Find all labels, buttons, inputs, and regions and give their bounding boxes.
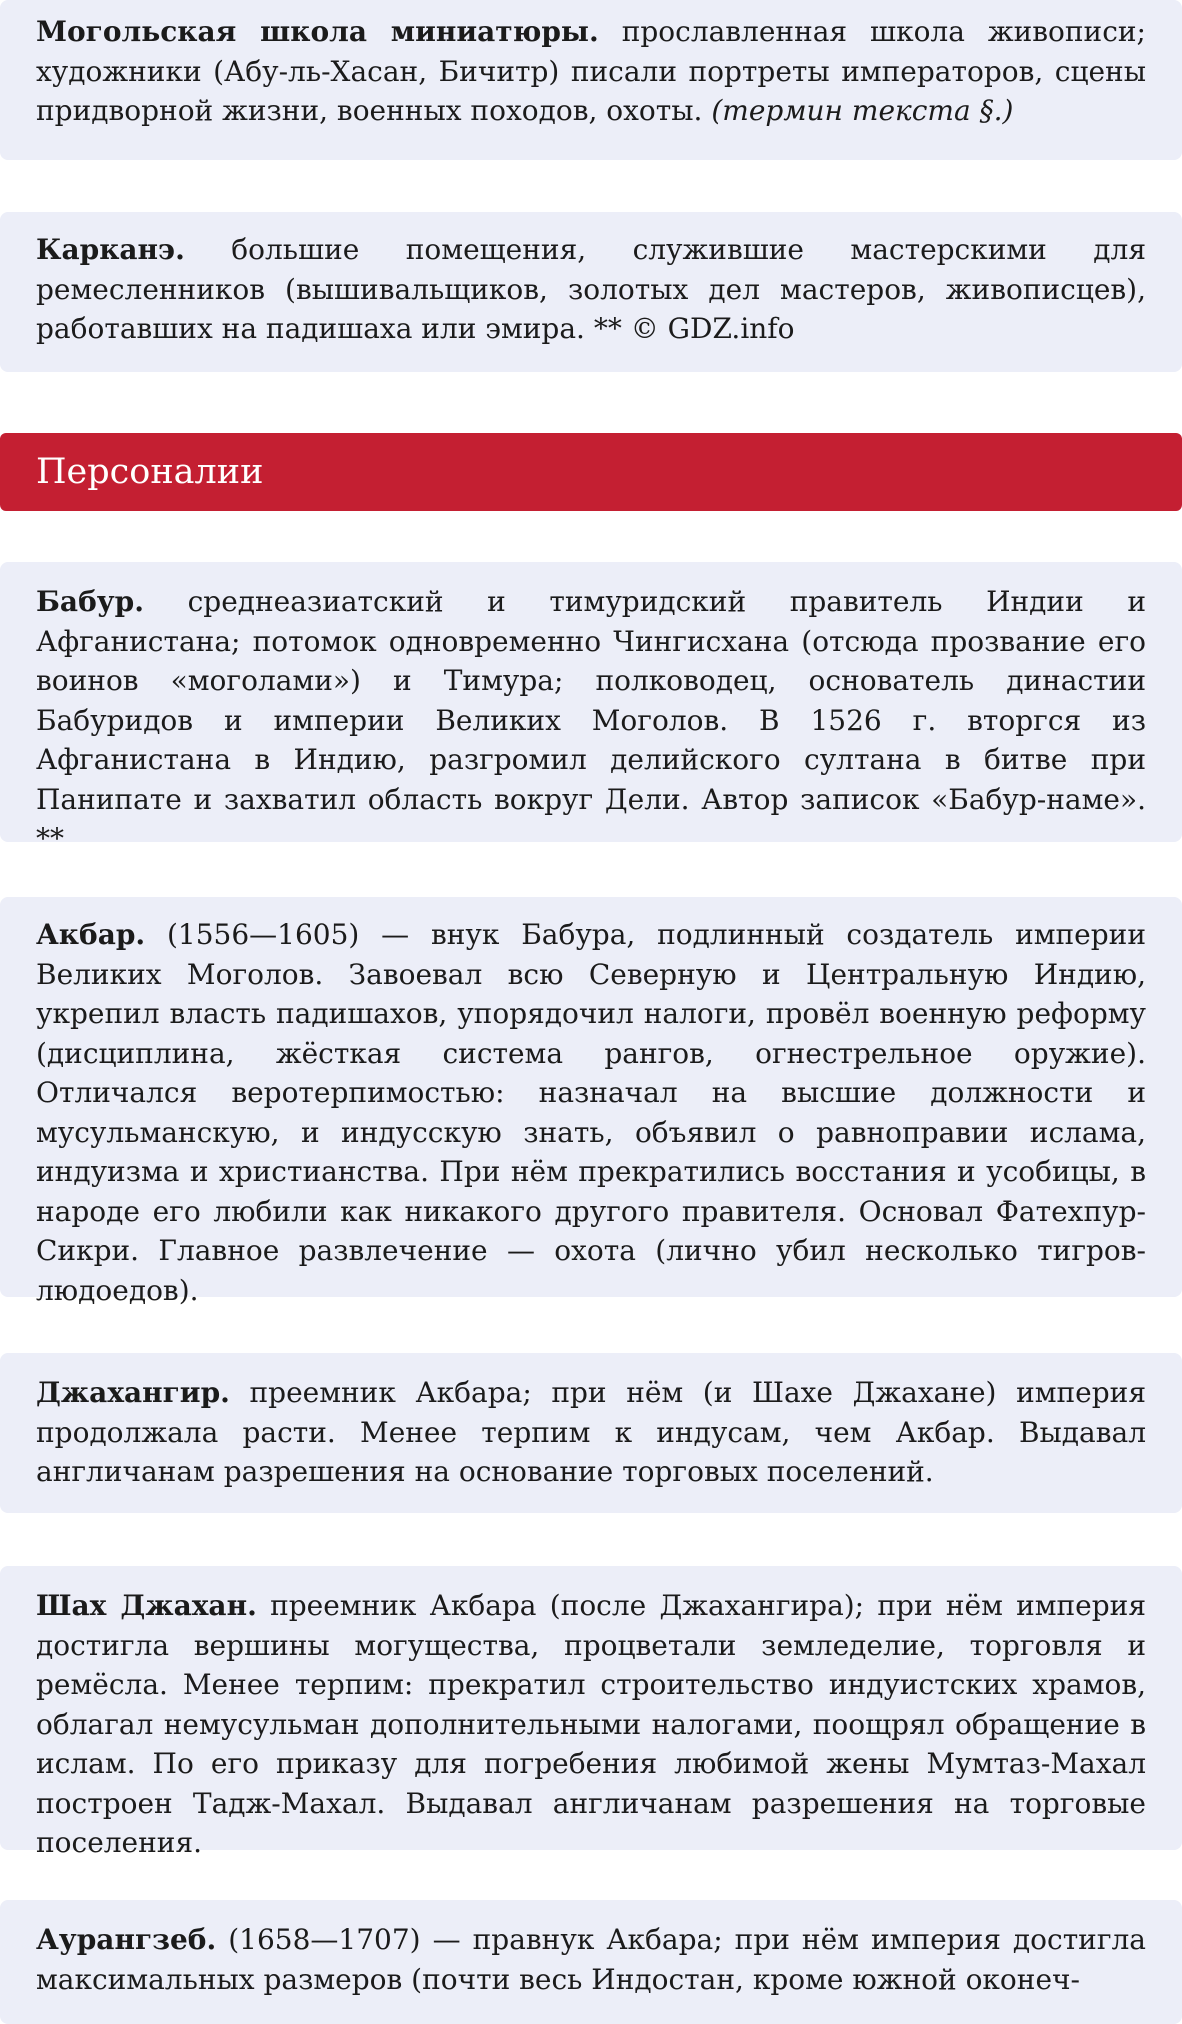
entry-text [36, 12, 1146, 131]
person-name: Джахангир. [36, 1376, 230, 1409]
section-header [0, 433, 1182, 511]
entry-note: (термин текста §.) [711, 94, 1014, 127]
entry-card [0, 212, 1182, 372]
entry-definition: большие помещения, служившие мастерскими для ремесленников (вышивальщиков, золотых дел мастеров, живописцев), работавших на падишаха или эмира. ** © GDZ.info [36, 233, 1146, 345]
entry-card [0, 0, 1182, 160]
person-card [0, 562, 1182, 855]
person-card [0, 1566, 1182, 1859]
person-description: преемник Акбара (после Джахангира); при нём империя достигла вершины могущества, процветали земледелие, торговля и ремёсла. Менее терпим: прекратил строительство индуистских храмов, облагал немусульман дополнительными налогами, поощрял обращение в ислам. По его приказу для погребения любимой жены Мумтаз-Махал построен Тадж-Махал. Выдавал англичанам разрешения на торговые поселения. [36, 1589, 1147, 1859]
person-card [0, 1900, 1182, 2024]
person-card [0, 897, 1182, 1307]
person-name: Бабур. [36, 585, 144, 618]
person-description: (1556—1605) — внук Бабура, подлинный создатель империи Великих Моголов. Завоевал всю Северную и Центральную Индию, укрепил власть падишахов, упорядочил налоги, провёл военную реформу (дисциплина, жёсткая система рангов, огнестрельное оружие). Отличался веротерпимостью: назначал на высшие должности и мусульманскую, и индусскую знать, объявил о равноправии ислама, индуизма и христианства. При нём прекратились восстания и усобицы, в народе его любили как никакого другого правителя. Основал Фатехпур-Сикри. Главное развлечение — охота (лично убил несколько тигров-людоедов). [36, 918, 1146, 1307]
person-card [0, 1353, 1182, 1513]
person-name: Акбар. [36, 918, 146, 951]
person-text [36, 1373, 1146, 1492]
person-text [36, 1920, 1146, 1999]
entry-definition: прославленная школа живописи; художники (Абу-ль-Хасан, Бичитр) писали портреты императоров, сцены придворной жизни, военных походов, охоты. [36, 15, 1146, 127]
person-name: Шах Джахан. [36, 1589, 257, 1622]
person-name: Аурангзеб. [36, 1923, 217, 1956]
person-text [36, 1586, 1146, 1863]
section-title: Персоналии [36, 452, 264, 492]
entry-term: Карканэ. [36, 233, 185, 266]
person-text [36, 915, 1146, 1310]
person-description: (1658—1707) — правнук Акбара; при нём империя достигла максимальных размеров (почти весь Индостан, кроме южной оконеч- [36, 1923, 1146, 1996]
entry-text [36, 230, 1146, 349]
person-text [36, 582, 1146, 859]
person-description: преемник Акбара; при нём (и Шахе Джахане) империя продолжала расти. Менее терпим к индусам, чем Акбар. Выдавал англичанам разрешения на основание торговых поселений. [36, 1376, 1146, 1488]
person-description: среднеазиатский и тимуридский правитель Индии и Афганистана; потомок одновременно Чингисхана (отсюда прозвание его воинов «моголами») и Тимура; полководец, основатель династии Бабуридов и империи Великих Моголов. В 1526 г. вторгся из Афганистана в Индию, разгромил делийского султана в битве при Панипате и захватил область вокруг Дели. Автор записок «Бабур-наме». ** [36, 585, 1146, 855]
entry-term: Могольская школа миниатюры. [36, 15, 599, 48]
